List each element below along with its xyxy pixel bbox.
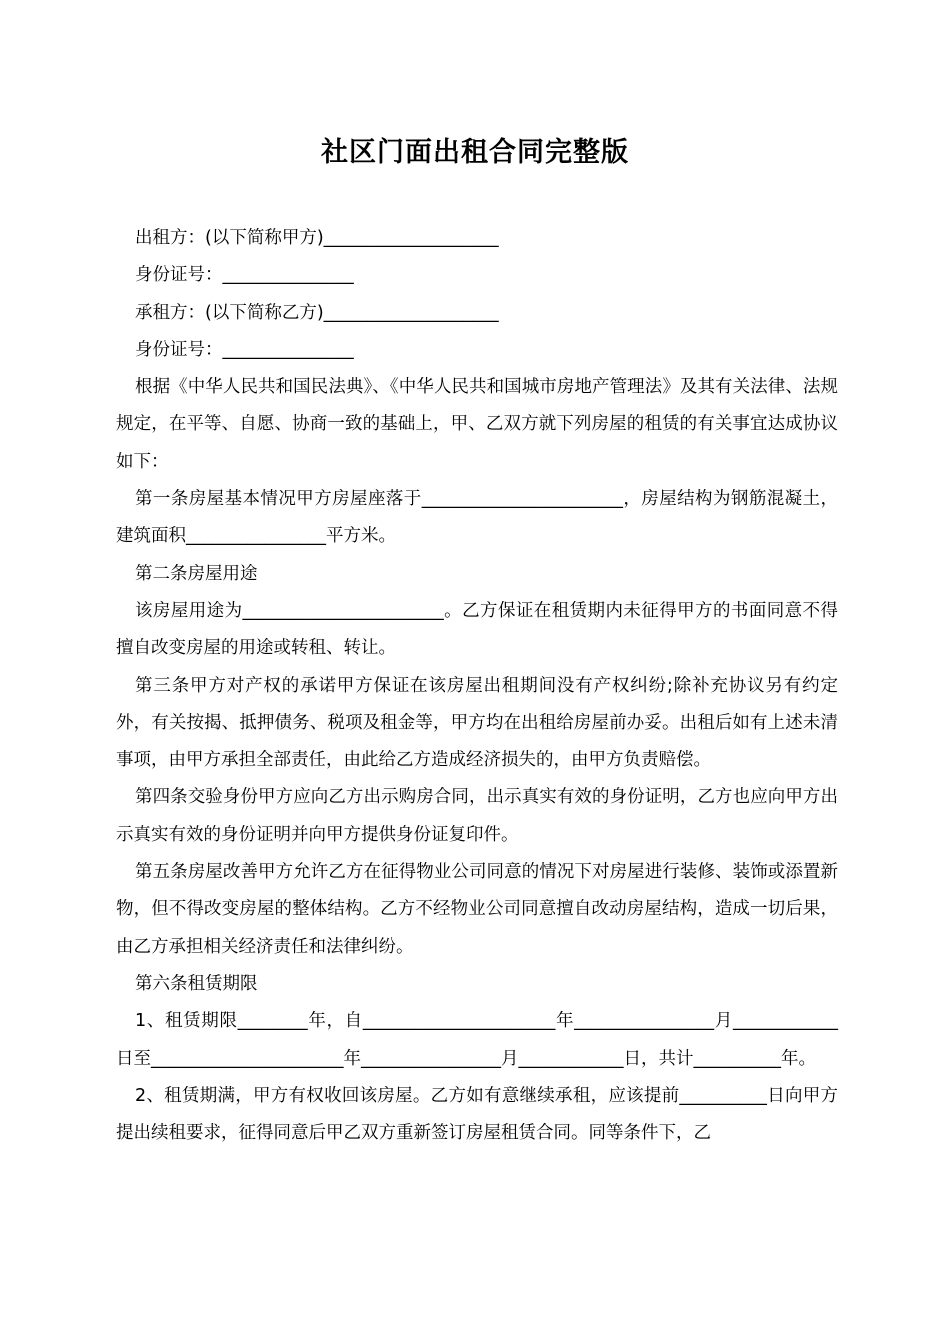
article-2-paragraph: 该房屋用途为_______________________。乙方保证在租赁期内未征得甲方的书面同意不得擅自改变房屋的用途或转租、转让。 — [116, 600, 838, 659]
article-6-clause-2: 2、租赁期满，甲方有权收回该房屋。乙方如有意继续承租，应该提前__________日向甲方提出续租要求，征得同意后甲乙双方重新签订房屋租赁合同。同等条件下，乙 — [116, 1085, 838, 1144]
article-2-heading: 第二条房屋用途 — [135, 563, 258, 584]
lessee-id-line: 身份证号：_______________ — [135, 339, 354, 360]
article-5-paragraph: 第五条房屋改善甲方允许乙方在征得物业公司同意的情况下对房屋进行装修、装饰或添置新物，但不得改变房屋的整体结构。乙方不经物业公司同意擅自改动房屋结构，造成一切后果，由乙方承担相关经济责任和法律纠纷。 — [116, 862, 838, 957]
document-body — [116, 220, 838, 1152]
article-6-heading: 第六条租赁期限 — [135, 973, 258, 994]
lessee-line: 承租方：(以下简称乙方)____________________ — [135, 302, 499, 323]
article-1-paragraph: 第一条房屋基本情况甲方房屋座落于_______________________，房屋结构为钢筋混凝土，建筑面积________________平方米。 — [116, 489, 838, 547]
article-6-clause-1: 1、租赁期限________年，自______________________年________________月____________日至______________________年________________月____________日，共计__________年。 — [116, 1011, 838, 1069]
article-4-paragraph: 第四条交验身份甲方应向乙方出示购房合同，出示真实有效的身份证明，乙方也应向甲方出示真实有效的身份证明并向甲方提供身份证复印件。 — [116, 787, 838, 845]
article-3-paragraph: 第三条甲方对产权的承诺甲方保证在该房屋出租期间没有产权纠纷;除补充协议另有约定外，有关按揭、抵押债务、税项及租金等，甲方均在出租给房屋前办妥。出租后如有上述未清事项，由甲方承担全部责任，由此给乙方造成经济损失的，由甲方负责赔偿。 — [116, 675, 838, 771]
lessor-id-line: 身份证号：_______________ — [135, 265, 354, 286]
preamble-paragraph: 根据《中华人民共和国民法典》、《中华人民共和国城市房地产管理法》及其有关法律、法规规定，在平等、自愿、协商一致的基础上，甲、乙双方就下列房屋的租赁的有关事宜达成协议如下： — [116, 377, 838, 472]
document-title: 社区门面出租合同完整版 — [321, 137, 629, 168]
lessor-line: 出租方：(以下简称甲方)____________________ — [135, 228, 499, 248]
